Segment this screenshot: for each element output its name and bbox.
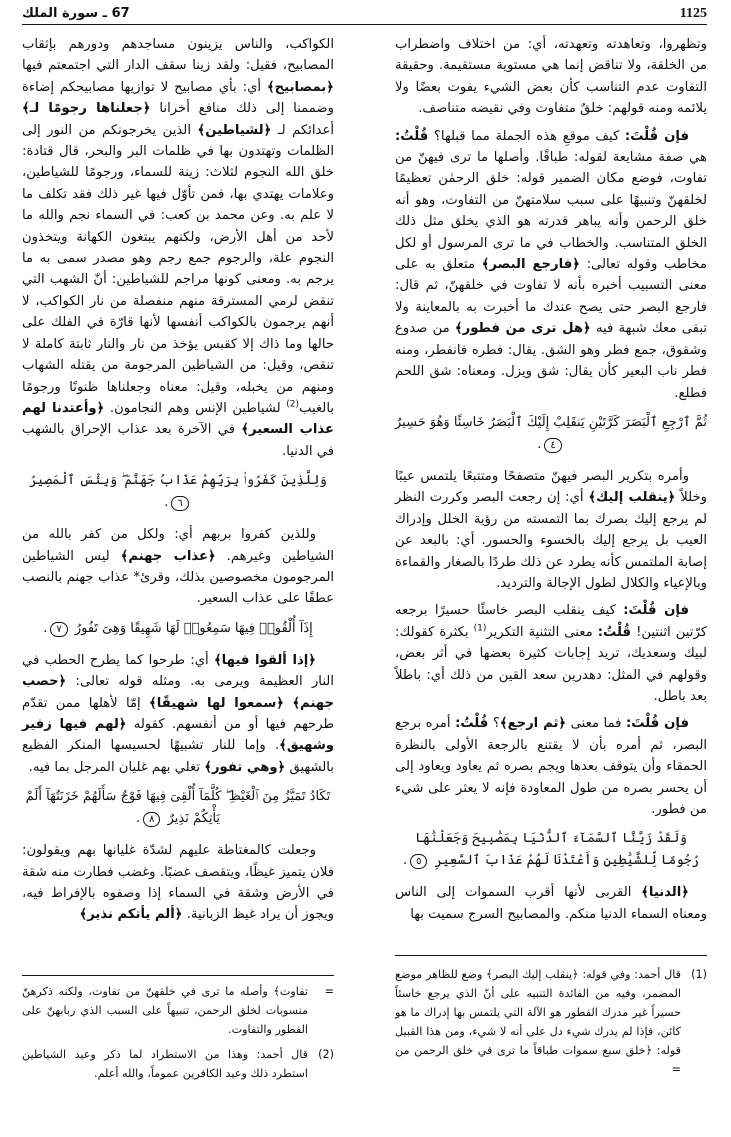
footnote-divider <box>22 975 334 976</box>
running-header <box>22 6 707 25</box>
question-label: فإن قُلْتَ: <box>626 716 690 732</box>
answer-label: قُلْتُ: <box>597 624 632 640</box>
surah-title: 67 ـ سورة الملك <box>22 6 130 21</box>
quran-quote: ﴿حصب جهنم﴾ <box>22 674 334 711</box>
footnote-ref[interactable]: (2) <box>286 399 300 410</box>
quran-quote: ﴿لهم فيها زفير وشهيق﴾ <box>22 716 334 754</box>
paragraph: ﴿الدنيا﴾ القربى لأنها أقرب السموات إلى الناس ومعناه السماء الدنيا منكم. والمصابيح السرج سميت بها <box>395 885 707 922</box>
paragraph: وأمره بتكرير البصر فيهنّ متصفحًا ومتتبعًا يلتمس عيبًا وخللاً ﴿ينقلب إليك﴾ أي: إن رجعت البصر وكررت النظر لم يرجع إليك بصرك بما التمسته من رؤية الخلل وإدراك العيب بل يرجع إليك بالخسوء والحسور. أي: بالبعد عن إصابة الملتمس كأنه يطرد عن ذلك طردًا بالصغار والقماءة وبالإعياء والكلال لطول الإجالة والترديد. <box>395 468 707 591</box>
quran-quote: ﴿وأعتدنا لهم عذاب السعير﴾ <box>22 400 334 438</box>
footnotes-right <box>395 965 707 1085</box>
verse-text: إِذَآ أُلْقُوا۟ فِيهَا سَمِعُوا۟ لَهَا شَهِيقًا وَهِىَ تَفُورُ <box>74 620 313 636</box>
ayah-number-marker: ٦ <box>171 496 188 511</box>
quran-quote: ﴿ثم ارجع﴾ <box>499 716 567 732</box>
paragraph: وللذين كفروا بربهم أي: ولكل من كفر بالله من الشياطين وغيرهم. ﴿عذاب جهنم﴾ ليس الشياطين المرجومون مخصوصين بذلك، وقرئ* عذاب جهنم بالنصب عطفًا على عذاب السعير. <box>22 527 334 607</box>
footnotes-left <box>22 982 334 1089</box>
verse-block: تَكَادُ تَمَيَّزُ مِنَ ٱلْغَيْظِ ۖ كُلَّمَآ أُلْقِىَ فِيهَا فَوْجٌ سَأَلَهُمْ خَزَنَتُهَآ أَلَمْ يَأْتِكُمْ نَذِيرٌ ٨. <box>25 789 331 827</box>
footnote-text: تفاوت﴾ وأصله ما ترى في خلقهنّ من تفاوت، ولكنه ذكرهنّ منسوبات لخلق الرحمن، تنبيهاً على السبب الذي ربابهنّ على الفطور والتفاوت. <box>22 985 308 1036</box>
page-number: 1125 <box>679 6 707 21</box>
paragraph: وتظهروا، وتعاهدته وتعهدته، أي: من اختلاف واضطراب من الخلقة، ولا تناقض إنما هي مستوية مستقيمة. وحقيقة التفاوت عدم التناسب كأن بعض الشيء يفوت بعضًا ولا يلائمه ومنه قولهم: خلقٌ متفاوت وفي نقيضه متناصف. <box>395 37 707 117</box>
verse-block: وَلِلَّذِينَ كَفَرُوا۟ بِرَبِّهِمْ عَذَابُ جَهَنَّمَ ۖ وَبِئْسَ ٱلْمَصِيرُ ٦. <box>29 473 327 511</box>
quran-quote: ﴿هل ترى من فطور﴾ <box>454 321 591 337</box>
quran-quote: ﴿سمعوا لها شهيقًا﴾ <box>149 695 285 711</box>
footnote-mark: = <box>324 985 334 998</box>
ayah-number-marker: ٥ <box>410 854 427 869</box>
quran-quote: ﴿ألم يأتكم نذير﴾ <box>79 907 183 923</box>
quran-quote: ﴿الدنيا﴾ <box>641 885 689 901</box>
paragraph: ﴿إذا ألقوا فيها﴾ أي: طرحوا كما يطرح الحطب في النار العظيمة ويرمى به. ومثله قوله تعالى: ﴿حصب جهنم﴾ ﴿سمعوا لها شهيقًا﴾ إمّا لأهلها ممن تقدّم طرحهم فيها أو من أنفسهم. كقوله ﴿لهم فيها زفير وشهيق﴾. وإما للنار تشبيهًا لحسيسها المنكر الفظيع بالشهيق ﴿وهي تفور﴾ تغلي بهم غليان المرجل بما فيه. <box>22 652 334 775</box>
left-column <box>22 34 334 932</box>
question-label: فإن قُلْتَ: <box>623 603 689 619</box>
quran-quote: ﴿بمصابيح﴾ <box>266 79 334 95</box>
right-column <box>395 34 707 931</box>
quran-quote: ﴿لشياطين﴾ <box>197 122 272 138</box>
verse-block: وَلَقَدْ زَيَّنَّا ٱلسَّمَآءَ ٱلدُّنْيَا بِمَصَٰبِيحَ وَجَعَلْنَٰهَا رُجُومًا لِّلشَّيَٰطِينِ وَأَعْتَدْنَا لَهُمْ عَذَابَ ٱلسَّعِيرِ ٥. <box>402 831 700 869</box>
quran-quote: ﴿عذاب جهنم﴾ <box>120 548 216 564</box>
footnote-ref[interactable]: (1) <box>473 623 487 634</box>
verse-block: إِذَآ أُلْقُوا۟ فِيهَا سَمِعُوا۟ لَهَا شَهِيقًا وَهِىَ تَفُورُ ٧. <box>43 620 313 636</box>
footnote-mark: (1) <box>691 968 707 981</box>
footnote-mark: (2) <box>318 1048 334 1061</box>
answer-label: قُلْتُ: <box>395 128 429 144</box>
paragraph: وجعلت كالمغتاظة عليهم لشدّة غليانها بهم ويقولون: فلان يتميز غيظًا، ويتقصف غضبًا. وغضب فطارت منه شقة في الأرض وشقة في السماء إذا وصفوه بالإفراط فيه، ويجوز أن يراد غيظ الزبانية. ﴿ألم يأتكم نذير﴾ <box>22 843 334 923</box>
paragraph: فإن قُلْتَ: كيف موقعِ هذه الجملة مما قبلها؟ قُلْتُ: هي صفة مشايعة لقوله: طباقًا. وأصلها ما ترى فيهنّ من تفاوت، فوضع مكان الضمير قوله: خلق الرحمٰن تعظيمًا لخلقهنّ وتنبيهًا على سبب سلامتهنّ من التفاوت، وهو أنه خلق الرحمن وأنه يباهر قدرته هو الذي يخلق مثل ذلك الخلق المتناسب. والخطاب في ما ترى المرسول أو لكل مخاطب وقوله تعالى: ﴿فارجع البصر﴾ متعلق به على معنى التسبيب أخبره بأنه لا تفاوت في خلقهنّ، ثم قال: فارجع البصر حتى يصح عندك ما أخبرت به بالمعاينة ولا تبقى معك شبهة فيه ﴿هل ترى من فطور﴾ من صدوع وشقوق، جمع فطر وهو الشق. يقال: فطره فانفطر، ومنه فطر ناب البعير كأن يقال: شق ويزل. ومعناه: شق اللحم فطلع. <box>395 128 708 401</box>
footnote-divider <box>395 955 707 956</box>
ayah-number-marker: ٨ <box>143 812 160 827</box>
paragraph: الكواكب، والناس يزينون مساجدهم ودورهم بإثقاب المصابيح، فقيل: ولقد زينا سقف الدار التي اجتمعتم فيها ﴿بمصابيح﴾ أي: بأي مصابيح لا توازيها مصابيحكم إضاءة وضممنا إلى ذلك منافع أخرانا ﴿جعلناها رجومًا لـ﴾ أعدائكم لـ ﴿لشياطين﴾ الذين يخرجونكم من النور إلى الظلمات وتهتدون بها في ظلمات البر والبحر، قال قتادة: خلق الله النجوم لثلاث: زينة للسماء، ورجومًا للشياطين، وعلامات يهتدي بها، فمن تأوّل فيها غير ذلك فقد تكلف ما لا علم به. وعن محمد بن كعب: في السماء نجم والله ما لأحد من أهل الأرض، ولكنهم يبتغون الكهانة ويتخذون النجوم علة، والرجوم جمع رجم وهو مصدر سمى به ما يرجم به. ومعنى كونها مراجم للشياطين: أنّ الشهب التي تنقض لرمي المسترقة منهم منفصلة من نار الكواكب، لا أنهم يرجمون بالكواكب أنفسها لأنها قارّة في الفلك على حالها وما ذاك إلا كقبس يؤخذ من نار والنار ثابتة كاملة لا تنقص، وقيل: من الشياطين المرجومة من يقتله الشهاب ومنهم من يخبله، وقيل: معناه وجعلناها ظنونًا ورجومًا بالغيب$^{(2)}$ لشياطين الإنس وهم النجامون. ﴿وأعتدنا لهم عذاب السعير﴾ في الآخرة بعد عذاب الإحراق بالشهب في الدنيا. <box>22 37 335 459</box>
verse-text: تَكَادُ تَمَيَّزُ مِنَ ٱلْغَيْظِ ۖ كُلَّمَآ أُلْقِىَ فِيهَا فَوْجٌ سَأَلَهُمْ خَزَنَتُهَآ أَلَمْ يَأْتِكُمْ نَذِيرٌ <box>25 789 331 827</box>
paragraph: فإن قُلْتَ: فما معنى ﴿ثم ارجع﴾؟ قُلْتُ: أمره برجع البصر، ثم أمره بأن لا يقتنع بالرجعة الأولى بالنظرة الحمقاء وأن يتوقف بعدها ويجم بصره ثم يعاود ويعاود إلى أن يحسر بصره من طول المعاودة فإنه لا يعثر على شيء من فطور. <box>395 716 707 817</box>
quran-quote: ﴿جعلناها رجومًا لـ﴾ <box>22 101 151 117</box>
question-label: فإن قُلْتَ: <box>624 128 689 144</box>
verse-text: وَلَقَدْ زَيَّنَّا ٱلسَّمَآءَ ٱلدُّنْيَا بِمَصَٰبِيحَ وَجَعَلْنَٰهَا رُجُومًا لِّلشَّيَٰطِينِ وَأَعْتَدْنَا لَهُمْ عَذَابَ ٱلسَّعِيرِ <box>414 831 700 869</box>
footnote-item <box>22 1045 334 1083</box>
answer-label: قُلْتُ: <box>455 716 489 732</box>
quran-quote: ﴿وهي تفور﴾ <box>204 759 286 775</box>
footnote-item <box>395 965 707 1079</box>
quran-quote: ﴿فارجع البصر﴾ <box>481 257 580 273</box>
footnote-item <box>22 982 334 1039</box>
verse-text: وَلِلَّذِينَ كَفَرُوا۟ بِرَبِّهِمْ عَذَابُ جَهَنَّمَ ۖ وَبِئْسَ ٱلْمَصِيرُ <box>29 473 327 489</box>
verse-block: ثُمَّ ٱرْجِعِ ٱلْبَصَرَ كَرَّتَيْنِ يَنقَلِبْ إِلَيْكَ ٱلْبَصَرُ خَاسِئًا وَهُوَ حَسِيرٌ ٤. <box>395 414 707 452</box>
verse-text: ثُمَّ ٱرْجِعِ ٱلْبَصَرَ كَرَّتَيْنِ يَنقَلِبْ إِلَيْكَ ٱلْبَصَرُ خَاسِئًا وَهُوَ حَسِيرٌ <box>395 414 707 430</box>
footnote-text: قال أحمد: وفي قوله: ﴿ينقلب إليك البصر﴾ وضع للظاهر موضع المضمر، وفيه من الفائدة التنبيه على أنّ الذي يرجع خاسئاً حسيراً غير مدرك الفطور هو الآلة التي يلتمس بها إدراك ما هو كائن، فإذا لم يدرك شيء دل على أنه لا شيء، ومن هذا القبيل قوله: ﴿خلق سبع سموات طباقاً ما ترى في خلق الرحمن من = <box>395 968 681 1076</box>
quran-quote: ﴿ينقلب إليك﴾ <box>588 490 676 506</box>
paragraph: فإن قُلْتَ: كيف ينقلب البصر خاسئًا حسيرًا برجعه كرّتين اثنتين! قُلْتُ: معنى التثنية التكرير$^{(1)}$ بكثرة كقولك: لبيك وسعديك، تريد إجابات كثيرة بعضها في أثر بعض، وقولهم في المثل: دهدرين سعد القين من ذلك أي: باطلاً بعد باطل. <box>395 603 707 704</box>
quran-quote: ﴿إذا ألقوا فيها﴾ <box>213 652 316 668</box>
ayah-number-marker: ٤ <box>544 438 561 453</box>
ayah-number-marker: ٧ <box>50 622 67 637</box>
footnote-text: قال أحمد: وهذا من الاستطراد لما ذكر وعيد الشياطين استطرد ذلك وعيد الكافرين عموماً، والله أعلم. <box>22 1048 308 1080</box>
